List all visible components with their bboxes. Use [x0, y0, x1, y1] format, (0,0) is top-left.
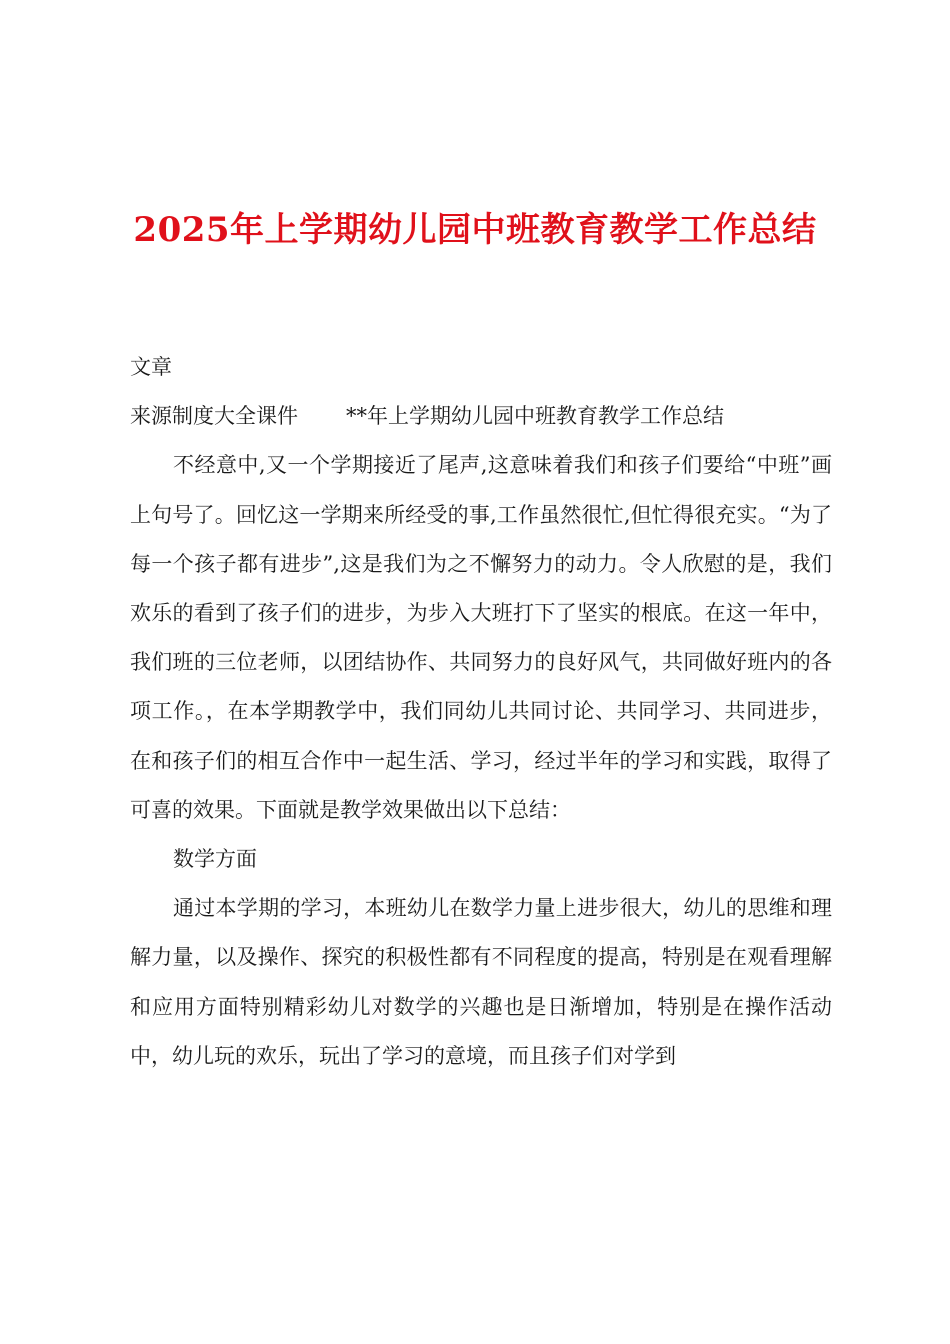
paragraph-math: 通过本学期的学习，本班幼儿在数学力量上进步很大，幼儿的思维和理解力量，以及操作、探究的积极性都有不同程度的提高，特别是在观看理解和应用方面特别精彩幼儿对数学的兴趣也是日渐增加，特别是在操作活动中，幼儿玩的欢乐，玩出了学习的意境，而且孩子们对学到 — [130, 896, 832, 1068]
document-body — [130, 343, 832, 1081]
source-title: **年上学期幼儿园中班教育教学工作总结 — [346, 404, 724, 429]
paragraph-intro: 不经意中,又一个学期接近了尾声,这意味着我们和孩子们要给“中班”画上句号了。回忆这一学期来所经受的事,工作虽然很忙,但忙得很充实。“为了每一个孩子都有进步”,这是我们为之不懈努力的动力。令人欣慰的是，我们欢乐的看到了孩子们的进步，为步入大班打下了坚实的根底。在这一年中，我们班的三位老师，以团结协作、共同努力的良好风气，共同做好班内的各项工作。，在本学期教学中，我们同幼儿共同讨论、共同学习、共同进步，在和孩子们的相互合作中一起生活、学习，经过半年的学习和实践，取得了可喜的效果。下面就是教学效果做出以下总结： — [130, 453, 832, 822]
meta-label: 文章 — [130, 355, 172, 379]
source-prefix: 来源制度大全课件 — [130, 404, 298, 429]
document-title: 2025年上学期幼儿园中班教育教学工作总结 — [133, 210, 817, 250]
section-heading: 数学方面 — [173, 847, 257, 872]
source-line — [130, 392, 832, 441]
